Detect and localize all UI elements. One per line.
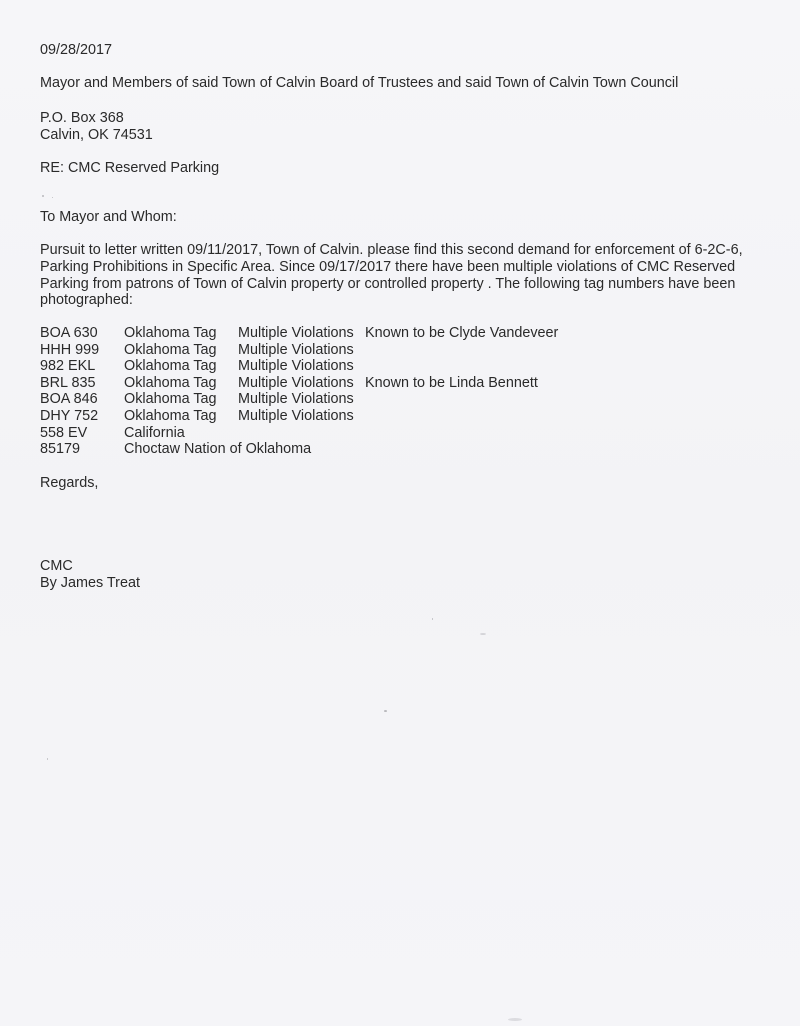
violation-status: Multiple Violations [238, 375, 354, 391]
tag-state: Oklahoma Tag [124, 342, 217, 358]
letter-date: 09/28/2017 [40, 42, 113, 58]
violation-row [40, 441, 760, 458]
tag-number: 982 EKL [40, 358, 96, 374]
violation-row [40, 325, 760, 342]
violation-row [40, 408, 760, 425]
scan-speck [384, 710, 387, 712]
tag-state: Oklahoma Tag [124, 358, 217, 374]
body-line-4: photographed: [40, 292, 133, 308]
tag-number: BRL 835 [40, 375, 96, 391]
tag-number: BOA 846 [40, 391, 98, 407]
signature-name: By James Treat [40, 575, 140, 591]
scan-speck [42, 195, 44, 197]
tag-number: 558 EV [40, 425, 88, 441]
violation-status: Multiple Violations [238, 325, 354, 341]
tag-state: Oklahoma Tag [124, 375, 217, 391]
tag-number: DHY 752 [40, 408, 99, 424]
violation-row [40, 358, 760, 375]
tag-state: Choctaw Nation of Oklahoma [124, 441, 312, 457]
tag-state: Oklahoma Tag [124, 391, 217, 407]
violation-note: Known to be Clyde Vandeveer [365, 325, 559, 341]
tag-state: Oklahoma Tag [124, 325, 217, 341]
scan-speck [52, 197, 53, 198]
letter-subject: RE: CMC Reserved Parking [40, 160, 220, 176]
violation-row [40, 425, 760, 442]
tag-number: HHH 999 [40, 342, 100, 358]
scan-speck [508, 1018, 522, 1021]
scan-speck [47, 758, 48, 760]
violation-status: Multiple Violations [238, 408, 354, 424]
letter-salutation: To Mayor and Whom: [40, 209, 177, 225]
scan-speck [480, 633, 486, 635]
body-line-1: Pursuit to letter written 09/11/2017, Town of Calvin. please find this second demand for enforcement of 6-2C-6, [40, 242, 743, 258]
tag-state: Oklahoma Tag [124, 408, 217, 424]
tag-number: BOA 630 [40, 325, 98, 341]
violation-status: Multiple Violations [238, 358, 354, 374]
letter-recipient: Mayor and Members of said Town of Calvin Board of Trustees and said Town of Calvin Town Council [40, 75, 679, 91]
violation-row [40, 391, 760, 408]
signature-org: CMC [40, 558, 73, 574]
address-line-1: P.O. Box 368 [40, 110, 124, 126]
letter-closing: Regards, [40, 475, 99, 491]
scan-speck [432, 618, 433, 620]
violation-row [40, 375, 760, 392]
violation-status: Multiple Violations [238, 342, 354, 358]
tag-state: California [124, 425, 185, 441]
violation-note: Known to be Linda Bennett [365, 375, 538, 391]
address-line-2: Calvin, OK 74531 [40, 127, 153, 143]
violation-row [40, 342, 760, 359]
violation-status: Multiple Violations [238, 391, 354, 407]
tag-number: 85179 [40, 441, 81, 457]
body-line-2: Parking Prohibitions in Specific Area. Since 09/17/2017 there have been multiple violations of CMC Reserved [40, 259, 736, 275]
body-line-3: Parking from patrons of Town of Calvin property or controlled property . The following tag numbers have been [40, 276, 736, 292]
